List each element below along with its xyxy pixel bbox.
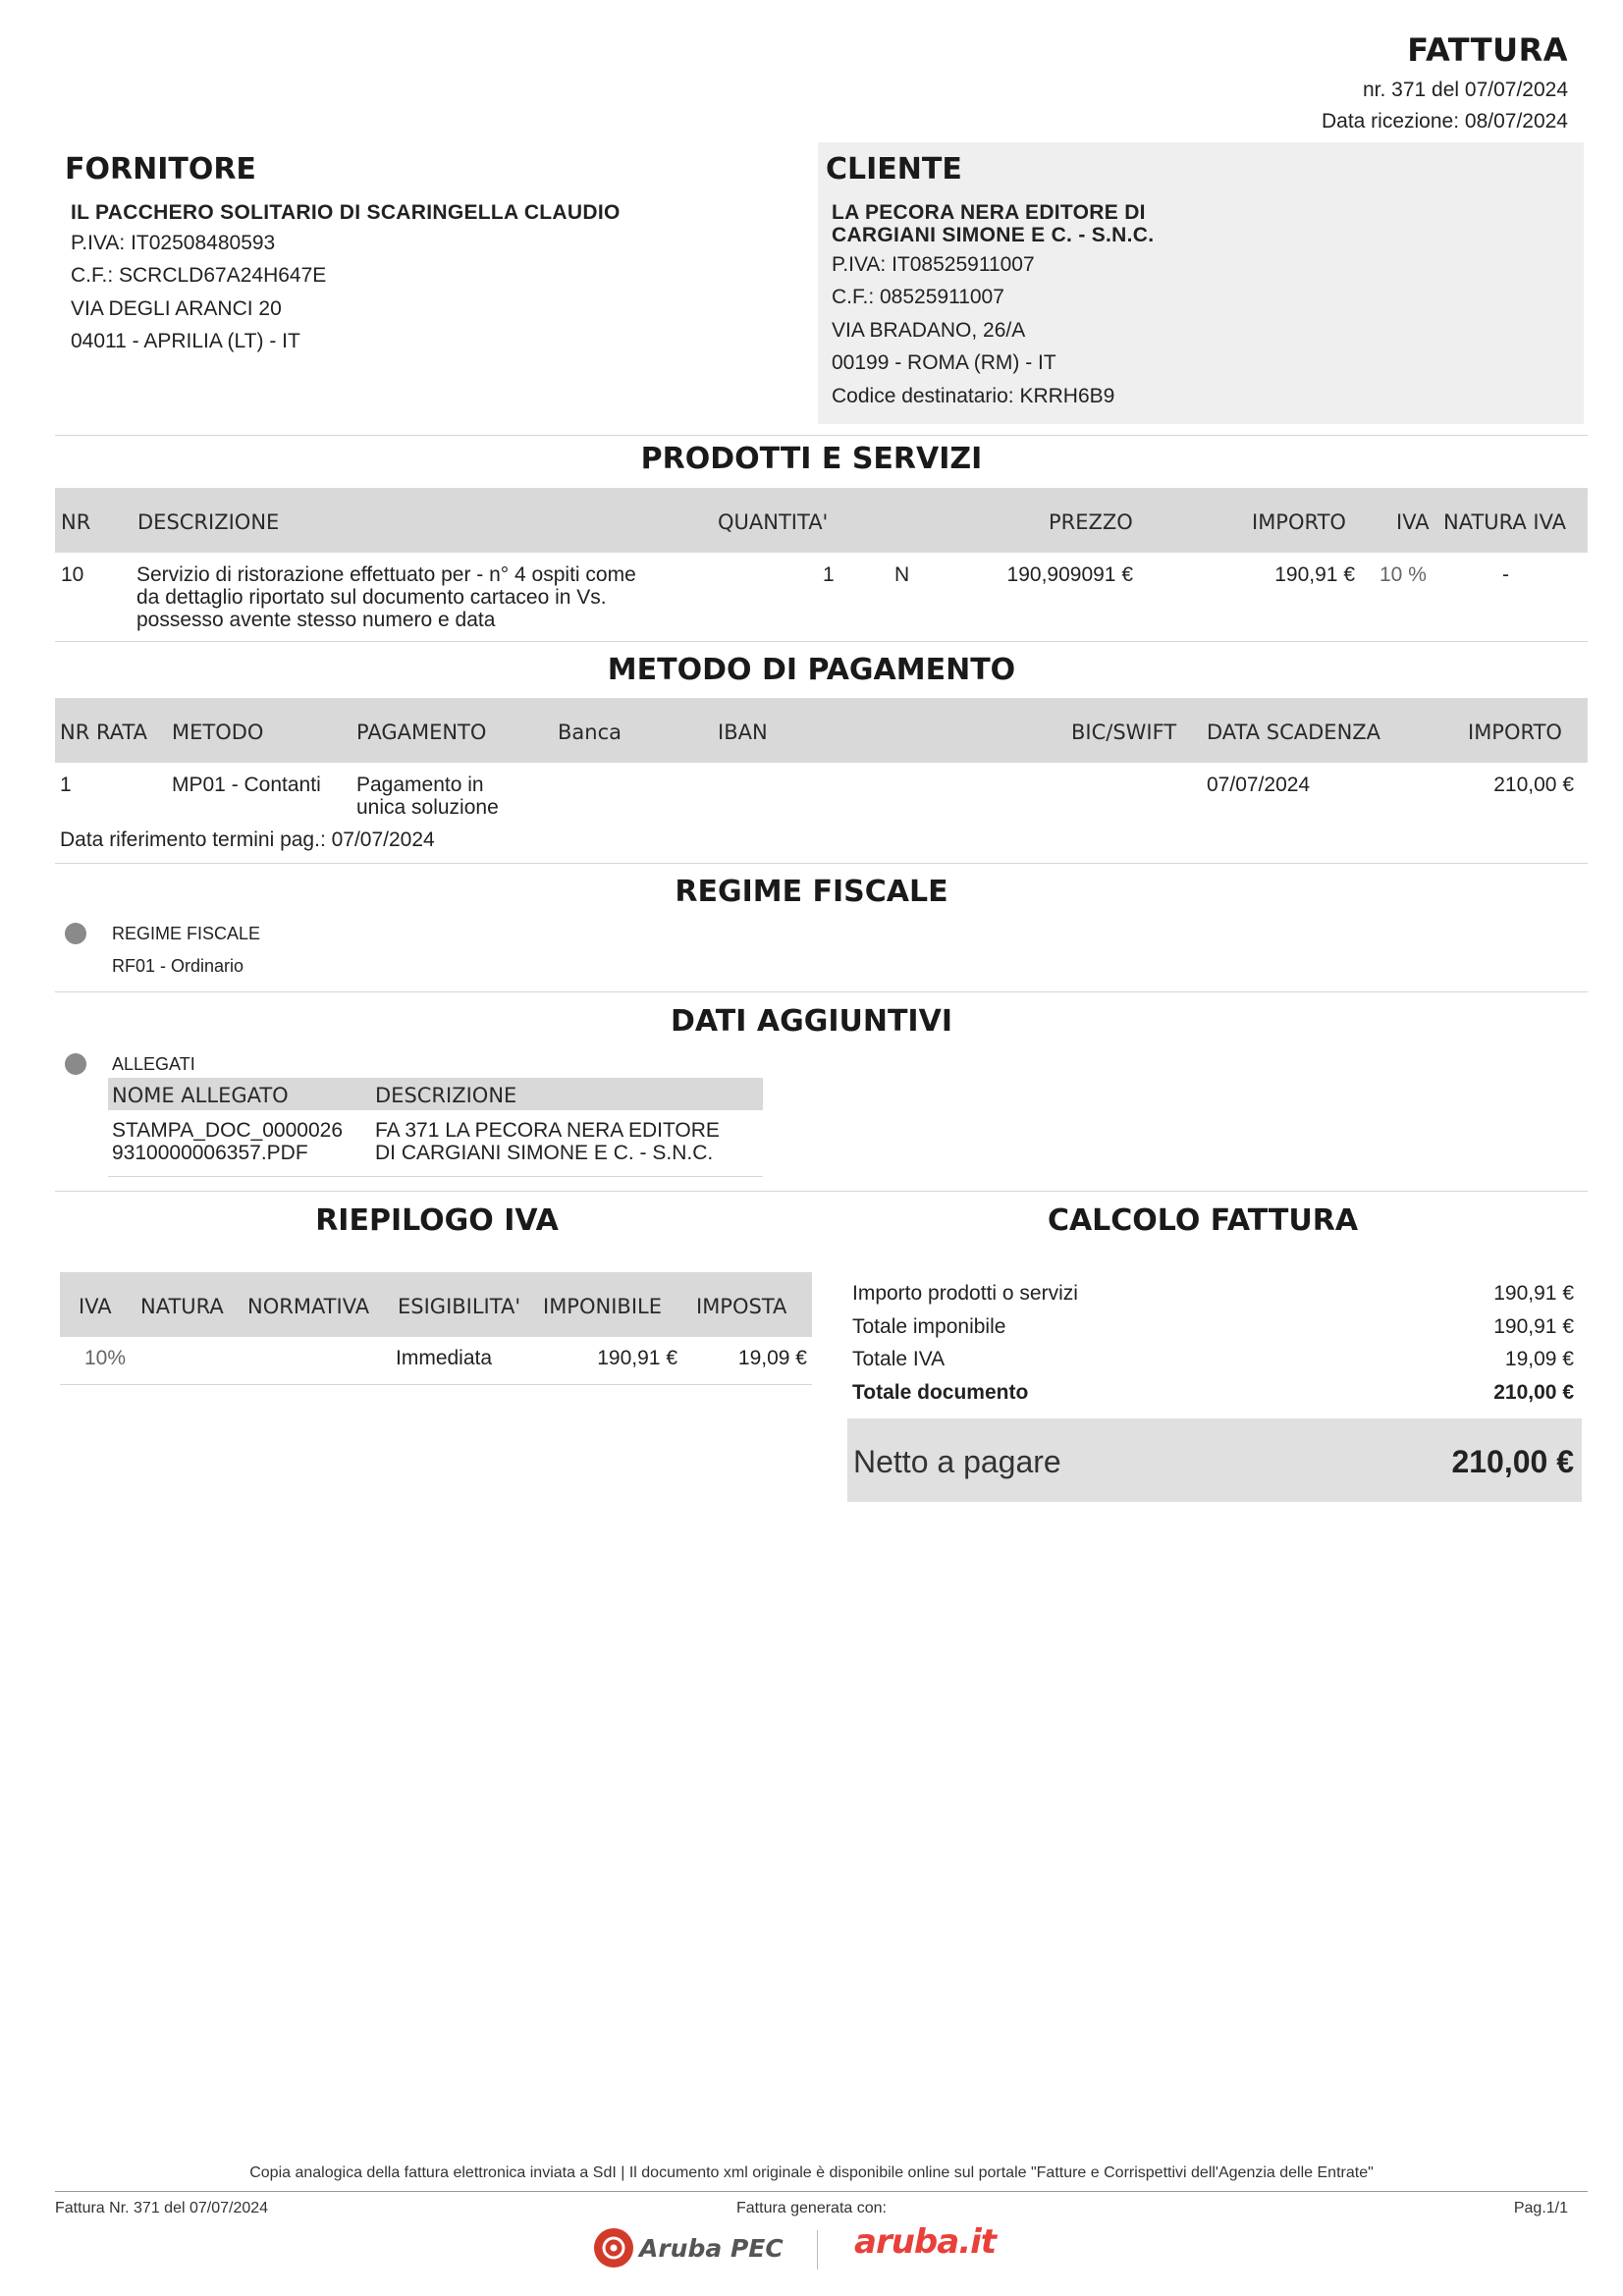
document-title: FATTURA bbox=[1407, 31, 1568, 69]
attachment-file-line2: 9310000006357.PDF bbox=[112, 1142, 308, 1164]
supplier-heading: FORNITORE bbox=[65, 152, 256, 187]
summary-chargeability: Immediata bbox=[396, 1347, 493, 1369]
divider bbox=[55, 2191, 1588, 2192]
attachment-desc-line2: DI CARGIANI SIMONE E C. - S.N.C. bbox=[375, 1142, 714, 1164]
total-value: 210,00 € bbox=[1493, 1381, 1574, 1404]
client-city: 00199 - ROMA (RM) - IT bbox=[832, 351, 1056, 374]
attachments-label: ALLEGATI bbox=[112, 1054, 195, 1074]
col-amount: IMPORTO bbox=[1252, 510, 1346, 534]
additional-title: DATI AGGIUNTIVI bbox=[671, 1004, 952, 1039]
row-description-line1: Servizio di ristorazione effettuato per - n° 4 ospiti come bbox=[136, 563, 636, 586]
payment-type-line1: Pagamento in bbox=[356, 774, 484, 796]
divider bbox=[108, 1176, 763, 1177]
client-section bbox=[818, 142, 1584, 424]
bullet-icon bbox=[65, 923, 86, 944]
net-payable-label: Netto a pagare bbox=[853, 1444, 1061, 1479]
col-method: METODO bbox=[172, 721, 264, 744]
row-vat-nature: - bbox=[1502, 563, 1509, 586]
total-label: Totale IVA bbox=[852, 1348, 946, 1370]
client-recipient-code: Codice destinatario: KRRH6B9 bbox=[832, 385, 1115, 407]
supplier-section bbox=[63, 142, 750, 427]
net-payable-box bbox=[847, 1418, 1582, 1502]
col-nr-rata: NR RATA bbox=[60, 721, 148, 744]
divider bbox=[55, 435, 1588, 436]
aruba-pec-logo bbox=[592, 2226, 788, 2269]
total-value: 190,91 € bbox=[1493, 1282, 1574, 1305]
col-bic: BIC/SWIFT bbox=[1071, 721, 1177, 744]
footer-invoice-ref: Fattura Nr. 371 del 07/07/2024 bbox=[55, 2200, 269, 2216]
footer-page-number: Pag.1/1 bbox=[1513, 2200, 1568, 2216]
col-vat-nature: NATURA IVA bbox=[1443, 510, 1567, 534]
col-vat: IVA bbox=[1396, 510, 1430, 534]
col-nr: NR bbox=[61, 510, 91, 534]
row-unit: N bbox=[894, 563, 910, 586]
row-quantity: 1 bbox=[823, 563, 835, 586]
total-value: 19,09 € bbox=[1504, 1348, 1574, 1370]
row-nr: 10 bbox=[61, 563, 84, 586]
divider bbox=[55, 863, 1588, 864]
client-heading: CLIENTE bbox=[826, 152, 962, 187]
payment-nr-rata: 1 bbox=[60, 774, 72, 796]
total-label: Totale documento bbox=[852, 1381, 1029, 1404]
bullet-icon bbox=[65, 1053, 86, 1075]
aruba-pec-seal-icon bbox=[592, 2226, 635, 2269]
payment-reference-date: Data riferimento termini pag.: 07/07/2024 bbox=[60, 828, 435, 851]
payment-method: MP01 - Contanti bbox=[172, 774, 321, 796]
products-title: PRODOTTI E SERVIZI bbox=[640, 442, 983, 476]
col-summary-taxable: IMPONIBILE bbox=[543, 1295, 662, 1318]
divider bbox=[55, 641, 1588, 642]
client-name-line1: LA PECORA NERA EDITORE DI bbox=[832, 201, 1146, 224]
net-payable-value: 210,00 € bbox=[1451, 1444, 1574, 1479]
col-iban: IBAN bbox=[718, 721, 768, 744]
col-summary-nature: NATURA bbox=[140, 1295, 224, 1318]
invoice-number: nr. 371 del 07/07/2024 bbox=[1362, 79, 1568, 101]
col-summary-norm: NORMATIVA bbox=[247, 1295, 370, 1318]
total-value: 190,91 € bbox=[1493, 1315, 1574, 1338]
divider bbox=[55, 991, 1588, 992]
col-description: DESCRIZIONE bbox=[137, 510, 280, 534]
tax-regime-title: REGIME FISCALE bbox=[675, 875, 948, 909]
client-cf: C.F.: 08525911007 bbox=[832, 286, 1004, 308]
tax-regime-label: REGIME FISCALE bbox=[112, 924, 261, 943]
col-summary-chargeability: ESIGIBILITA' bbox=[398, 1295, 521, 1318]
supplier-address: VIA DEGLI ARANCI 20 bbox=[71, 297, 282, 320]
supplier-city: 04011 - APRILIA (LT) - IT bbox=[71, 330, 300, 352]
row-price: 190,909091 € bbox=[1006, 563, 1133, 586]
col-payment-amount: IMPORTO bbox=[1468, 721, 1562, 744]
total-label: Importo prodotti o servizi bbox=[852, 1282, 1078, 1305]
row-description-line2: da dettaglio riportato sul documento cartaceo in Vs. bbox=[136, 586, 607, 609]
col-quantity: QUANTITA' bbox=[718, 510, 829, 534]
divider bbox=[55, 1191, 1588, 1192]
aruba-pec-logo-text: Aruba PEC bbox=[639, 2234, 784, 2263]
row-description-line3: possesso avente stesso numero e data bbox=[136, 609, 496, 631]
client-address: VIA BRADANO, 26/A bbox=[832, 319, 1026, 342]
col-attachment-description: DESCRIZIONE bbox=[375, 1084, 517, 1107]
col-file-name: NOME ALLEGATO bbox=[112, 1084, 289, 1107]
col-price: PREZZO bbox=[1049, 510, 1133, 534]
summary-vat: 10% bbox=[84, 1347, 127, 1369]
aruba-it-logo: aruba.it bbox=[854, 2222, 997, 2262]
attachment-file-line1: STAMPA_DOC_0000026 bbox=[112, 1119, 344, 1142]
attachment-desc-line1: FA 371 LA PECORA NERA EDITORE bbox=[375, 1119, 720, 1142]
footer-disclaimer: Copia analogica della fattura elettronica inviata a SdI | Il documento xml originale è disponibile online sul portale "Fatture e Corrispettivi dell'Agenzia delle Entrate" bbox=[249, 2164, 1374, 2181]
client-name-line2: CARGIANI SIMONE E C. - S.N.C. bbox=[832, 224, 1155, 246]
receipt-date: Data ricezione: 08/07/2024 bbox=[1321, 110, 1568, 133]
col-bank: Banca bbox=[558, 721, 622, 744]
row-amount: 190,91 € bbox=[1274, 563, 1355, 586]
supplier-vat: P.IVA: IT02508480593 bbox=[71, 232, 276, 254]
client-vat: P.IVA: IT08525911007 bbox=[832, 253, 1035, 276]
vat-summary-title: RIEPILOGO IVA bbox=[315, 1203, 559, 1238]
supplier-cf: C.F.: SCRCLD67A24H647E bbox=[71, 264, 327, 287]
footer-generated-with: Fattura generata con: bbox=[736, 2200, 887, 2216]
summary-tax: 19,09 € bbox=[737, 1347, 807, 1369]
tax-regime-value: RF01 - Ordinario bbox=[112, 956, 244, 976]
col-due-date: DATA SCADENZA bbox=[1207, 721, 1381, 744]
summary-taxable: 190,91 € bbox=[597, 1347, 677, 1369]
payment-amount: 210,00 € bbox=[1493, 774, 1574, 796]
payment-type-line2: unica soluzione bbox=[356, 796, 499, 819]
logo-divider bbox=[817, 2230, 818, 2269]
divider bbox=[60, 1384, 812, 1385]
row-vat: 10 % bbox=[1380, 563, 1427, 586]
col-payment: PAGAMENTO bbox=[356, 721, 487, 744]
col-summary-vat: IVA bbox=[79, 1295, 112, 1318]
payment-title: METODO DI PAGAMENTO bbox=[607, 653, 1016, 687]
payment-due-date: 07/07/2024 bbox=[1207, 774, 1311, 796]
totals-title: CALCOLO FATTURA bbox=[1047, 1203, 1359, 1238]
col-summary-tax: IMPOSTA bbox=[696, 1295, 787, 1318]
total-label: Totale imponibile bbox=[852, 1315, 1006, 1338]
supplier-name: IL PACCHERO SOLITARIO DI SCARINGELLA CLAUDIO bbox=[71, 201, 621, 224]
